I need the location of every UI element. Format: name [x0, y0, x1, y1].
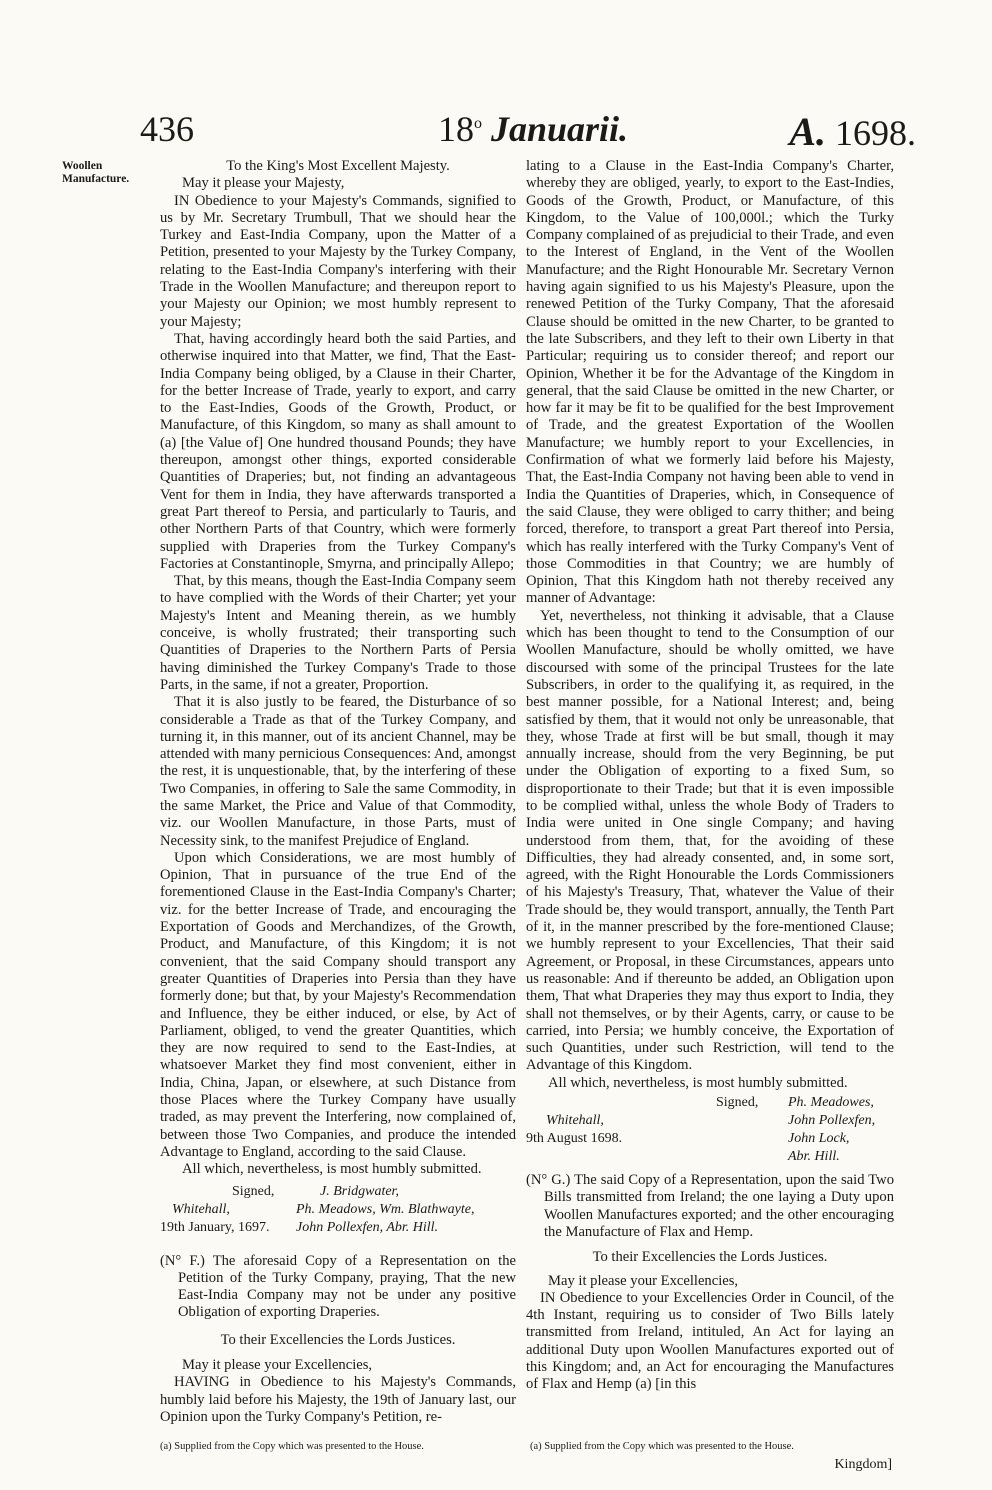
- signed-label: Signed,: [716, 1095, 759, 1111]
- signatory: John Lock,: [788, 1131, 850, 1147]
- footnote-right: (a) Supplied from the Copy which was presented to the House.: [530, 1441, 794, 1452]
- left-column: [160, 158, 516, 1426]
- paragraph: That it is also justly to be feared, the Disturbance of so considerable a Trade as that of the Turkey Company, and turning it, in this manner, out of its ancient Channel, may be attended with many pernicious Consequences: And, amongst the rest, it is unquestionable, that, by the interfering of these Two Companies, in offering to Sale the same Commodity, in the same Market, the Price and Value of that Commodity, viz. our Woollen Manufacture, in those Parts, must of Necessity sink, to the manifest Prejudice of England.: [160, 694, 516, 849]
- place: Whitehall,: [546, 1113, 604, 1129]
- salutation-2: May it please your Excellencies,: [182, 1357, 373, 1373]
- signatory: J. Bridgwater,: [320, 1183, 399, 1199]
- paragraph: Yet, nevertheless, not thinking it advisable, that a Clause which has been thought to tend to the Consumption of our Woollen Manufacture, should be wholly omitted, we have discoursed with some of the principal Trustees for the late Subscribers, in order to the qualifying it, as required, in the best manner possible, for a National Interest; and, being satisfied by them, that it would not only be unreasonable, that they, whose Trade at first will be but small, though it may annually increase, should from the very Beginning, be put under the Obligation of exporting to a fixed Sum, so disproportionate to their Trade; but that it is even impossible to be complied withal, unless the whole Body of Traders to India were united in One single Company; and having understood from them, that, for the avoiding of these Difficulties, they had already consented, and, in some sort, agreed, with the Right Honourable the Lords Commissioners of his Majesty's Treasury, That, whatever the Value of their Trade should be, they would transport, annually, the Tenth Part of it, in the manner prescribed by the fore-mentioned Clause; we humbly represent to your Excellencies, That their said Agreement, or Proposal, in these Circumstances, appears unto us reasonable: And if thereunto be added, an Obligation upon them, That what Draperies they may thus export to India, they shall not themselves, or by their Agents, carry, or cause to be carried, into Persia; we humbly conceive, the Exportation of such Quantities, under such Restriction, will tend to the Advantage of this Kingdom.: [526, 607, 894, 1074]
- addressee-2: To their Excellencies the Lords Justices.: [220, 1331, 456, 1348]
- paragraph: HAVING in Obedience to his Majesty's Commands, humbly laid before his Majesty, the 19th of January last, our Opinion upon the Turky Company's Petition, re-: [160, 1374, 516, 1425]
- note-f: (N° F.) The aforesaid Copy of a Representation on the Petition of the Turky Company, praying, That the new East-India Company may not be under any positive Obligation of exporting Draperies.: [160, 1252, 516, 1321]
- right-column: [526, 158, 894, 1394]
- page-header: [0, 108, 992, 158]
- margin-note: Woollen Manufacture.: [62, 160, 130, 185]
- header-date: 18$^o$ Januarii.: [438, 109, 629, 149]
- signatory: Abr. Hill.: [788, 1149, 840, 1165]
- closing-line: All which, nevertheless, is most humbly submitted.: [182, 1161, 482, 1178]
- signatory: Ph. Meadows, Wm. Blathwayte,: [296, 1201, 475, 1217]
- closing-line: All which, nevertheless, is most humbly submitted.: [548, 1074, 848, 1091]
- date: 9th August 1698.: [526, 1131, 623, 1147]
- paragraph: IN Obedience to your Majesty's Commands, signified to us by Mr. Secretary Trumbull, That we should hear the Turkey and East-India Company, upon the Matter of a Petition, presented to your Majesty by the Turkey Company, relating to the East-India Company's interfering with their Trade in the Woollen Manufacture; and thereupon report to your Majesty our Opinion; we most humbly represent to your Majesty;: [160, 192, 516, 330]
- signatory: John Pollexfen,: [788, 1113, 876, 1129]
- addressee-3: To their Excellencies the Lords Justices.: [592, 1249, 828, 1266]
- page-number: 436: [140, 109, 194, 149]
- paragraph: That, having accordingly heard both the said Parties, and otherwise inquired into that Matter, we find, That the East-India Company being obliged, by a Clause in their Charter, for the better Increase of Trade, yearly to export, and carry to the East-Indies, Goods of the Growth, Product, or Manufacture, of this Kingdom, so many as shall amount to (a) [the Value of] One hundred thousand Pounds; they have thereupon, amongst other things, exported considerable Quantities of Draperies; but, not finding an advantageous Vent for them in India, they have afterwards transported a great Part thereof to Persia, and particularly to Tauris, and other Northern Parts of that Country, which were formerly supplied with Draperies from the Turkey Company's Factories at Constantinople, Smyrna, and principally Allepo;: [160, 330, 516, 572]
- footnote-left: (a) Supplied from the Copy which was presented to the House.: [160, 1441, 424, 1452]
- signature-block: [526, 1094, 894, 1168]
- paragraph: lating to a Clause in the East-India Company's Charter, whereby they are obliged, yearly, to export to the East-Indies, Goods of the Growth, Product, or Manufacture, of this Kingdom, to the Value of 100,000l.; which the Turky Company complained of as prejudicial to their Trade, and even to the Interest of England, in the Vent of the Woollen Manufacture; and the Right Honourable Mr. Secretary Vernon having again signified to us his Majesty's Pleasure, upon the renewed Petition of the Turky Company, That the aforesaid Clause should be omitted in the new Charter, to be granted to the late Subscribers, and they left to their own Liberty in that Particular; requiring us to consider thereof; and report our Opinion, Whether it be for the Advantage of the Kingdom in general, that the said Clause be omitted in the new Charter, or how far it may be fit to be qualified for the best Improvement of Trade, and the greatest Exportation of the Woollen Manufacture; we humbly report to your Excellencies, in Confirmation of what we formerly laid before his Majesty, That, the East-India Company not having been able to vend in India the Quantities of Draperies, which, in Consequence of the said Clause, they were obliged to carry thither; and being forced, therefore, to transport a great Part thereof into Persia, which has really interfered with the Turky Company's Vent of those Commodities in that Country; we are humbly of Opinion, That this Kingdom hath not thereby received any manner of Advantage:: [526, 158, 894, 607]
- paragraph: IN Obedience to your Excellencies Order in Council, of the 4th Instant, requiring us to consider of Two Bills lately transmitted from Ireland, intituled, An Act for laying an additional Duty upon Woollen Manufactures exported out of this Kingdom; and, an Act for encouraging the Manufactures of Flax and Hemp (a) [in this: [526, 1289, 894, 1393]
- addressee: To the King's Most Excellent Majesty.: [226, 158, 450, 174]
- signed-label: Signed,: [232, 1183, 275, 1199]
- signatory: Ph. Meadowes,: [788, 1095, 874, 1111]
- catchword: Kingdom]: [834, 1457, 892, 1472]
- header-year: A. 1698.: [789, 109, 916, 154]
- salutation: May it please your Majesty,: [182, 175, 345, 192]
- place: Whitehall,: [172, 1201, 230, 1217]
- paragraph: Upon which Considerations, we are most humbly of Opinion, That in pursuance of the true End of the forementioned Clause in the East-India Company's Charter; viz. for the better Increase of Trade, and encouraging the Exportation of Goods and Merchandizes, of the Growth, Product, and Manufacture, of this Kingdom; it is not convenient, that the said Company should transport any greater Quantities of Draperies into Persia than they have formerly done; but that, by your Majesty's Recommendation and Influence, they be either induced, or else, by Act of Parliament, obliged, to vend the greater Quantities, which they are now required to send to the East-Indies, at whatsoever Market they find most convenient, either in India, China, Japan, or elsewhere, at such Distance from those Places where the Turkey Company have usually traded, as may prevent the Interfering, now complained of, between those Two Companies, and produce the intended Advantage to England, according to the said Clause.: [160, 849, 516, 1160]
- paragraph: That, by this means, though the East-India Company seem to have complied with the Words of their Charter; yet your Majesty's Intent and Meaning therein, as we humbly conceive, is wholly frustrated; their transporting such Quantities of Draperies to the Northern Parts of Persia having diminished the Turkey Company's Trade to those Parts, in the same, if not a greater, Proportion.: [160, 573, 516, 693]
- date: 19th January, 1697.: [160, 1219, 270, 1235]
- note-g: (N° G.) The said Copy of a Representation, upon the said Two Bills transmitted from Ireland; the one laying a Duty upon Woollen Manufactures exported; and the other encouraging the Manufacture of Flax and Hemp.: [526, 1172, 894, 1240]
- signature-block: [160, 1181, 516, 1251]
- salutation-3: May it please your Excellencies,: [548, 1272, 739, 1289]
- signatory: John Pollexfen, Abr. Hill.: [296, 1219, 439, 1235]
